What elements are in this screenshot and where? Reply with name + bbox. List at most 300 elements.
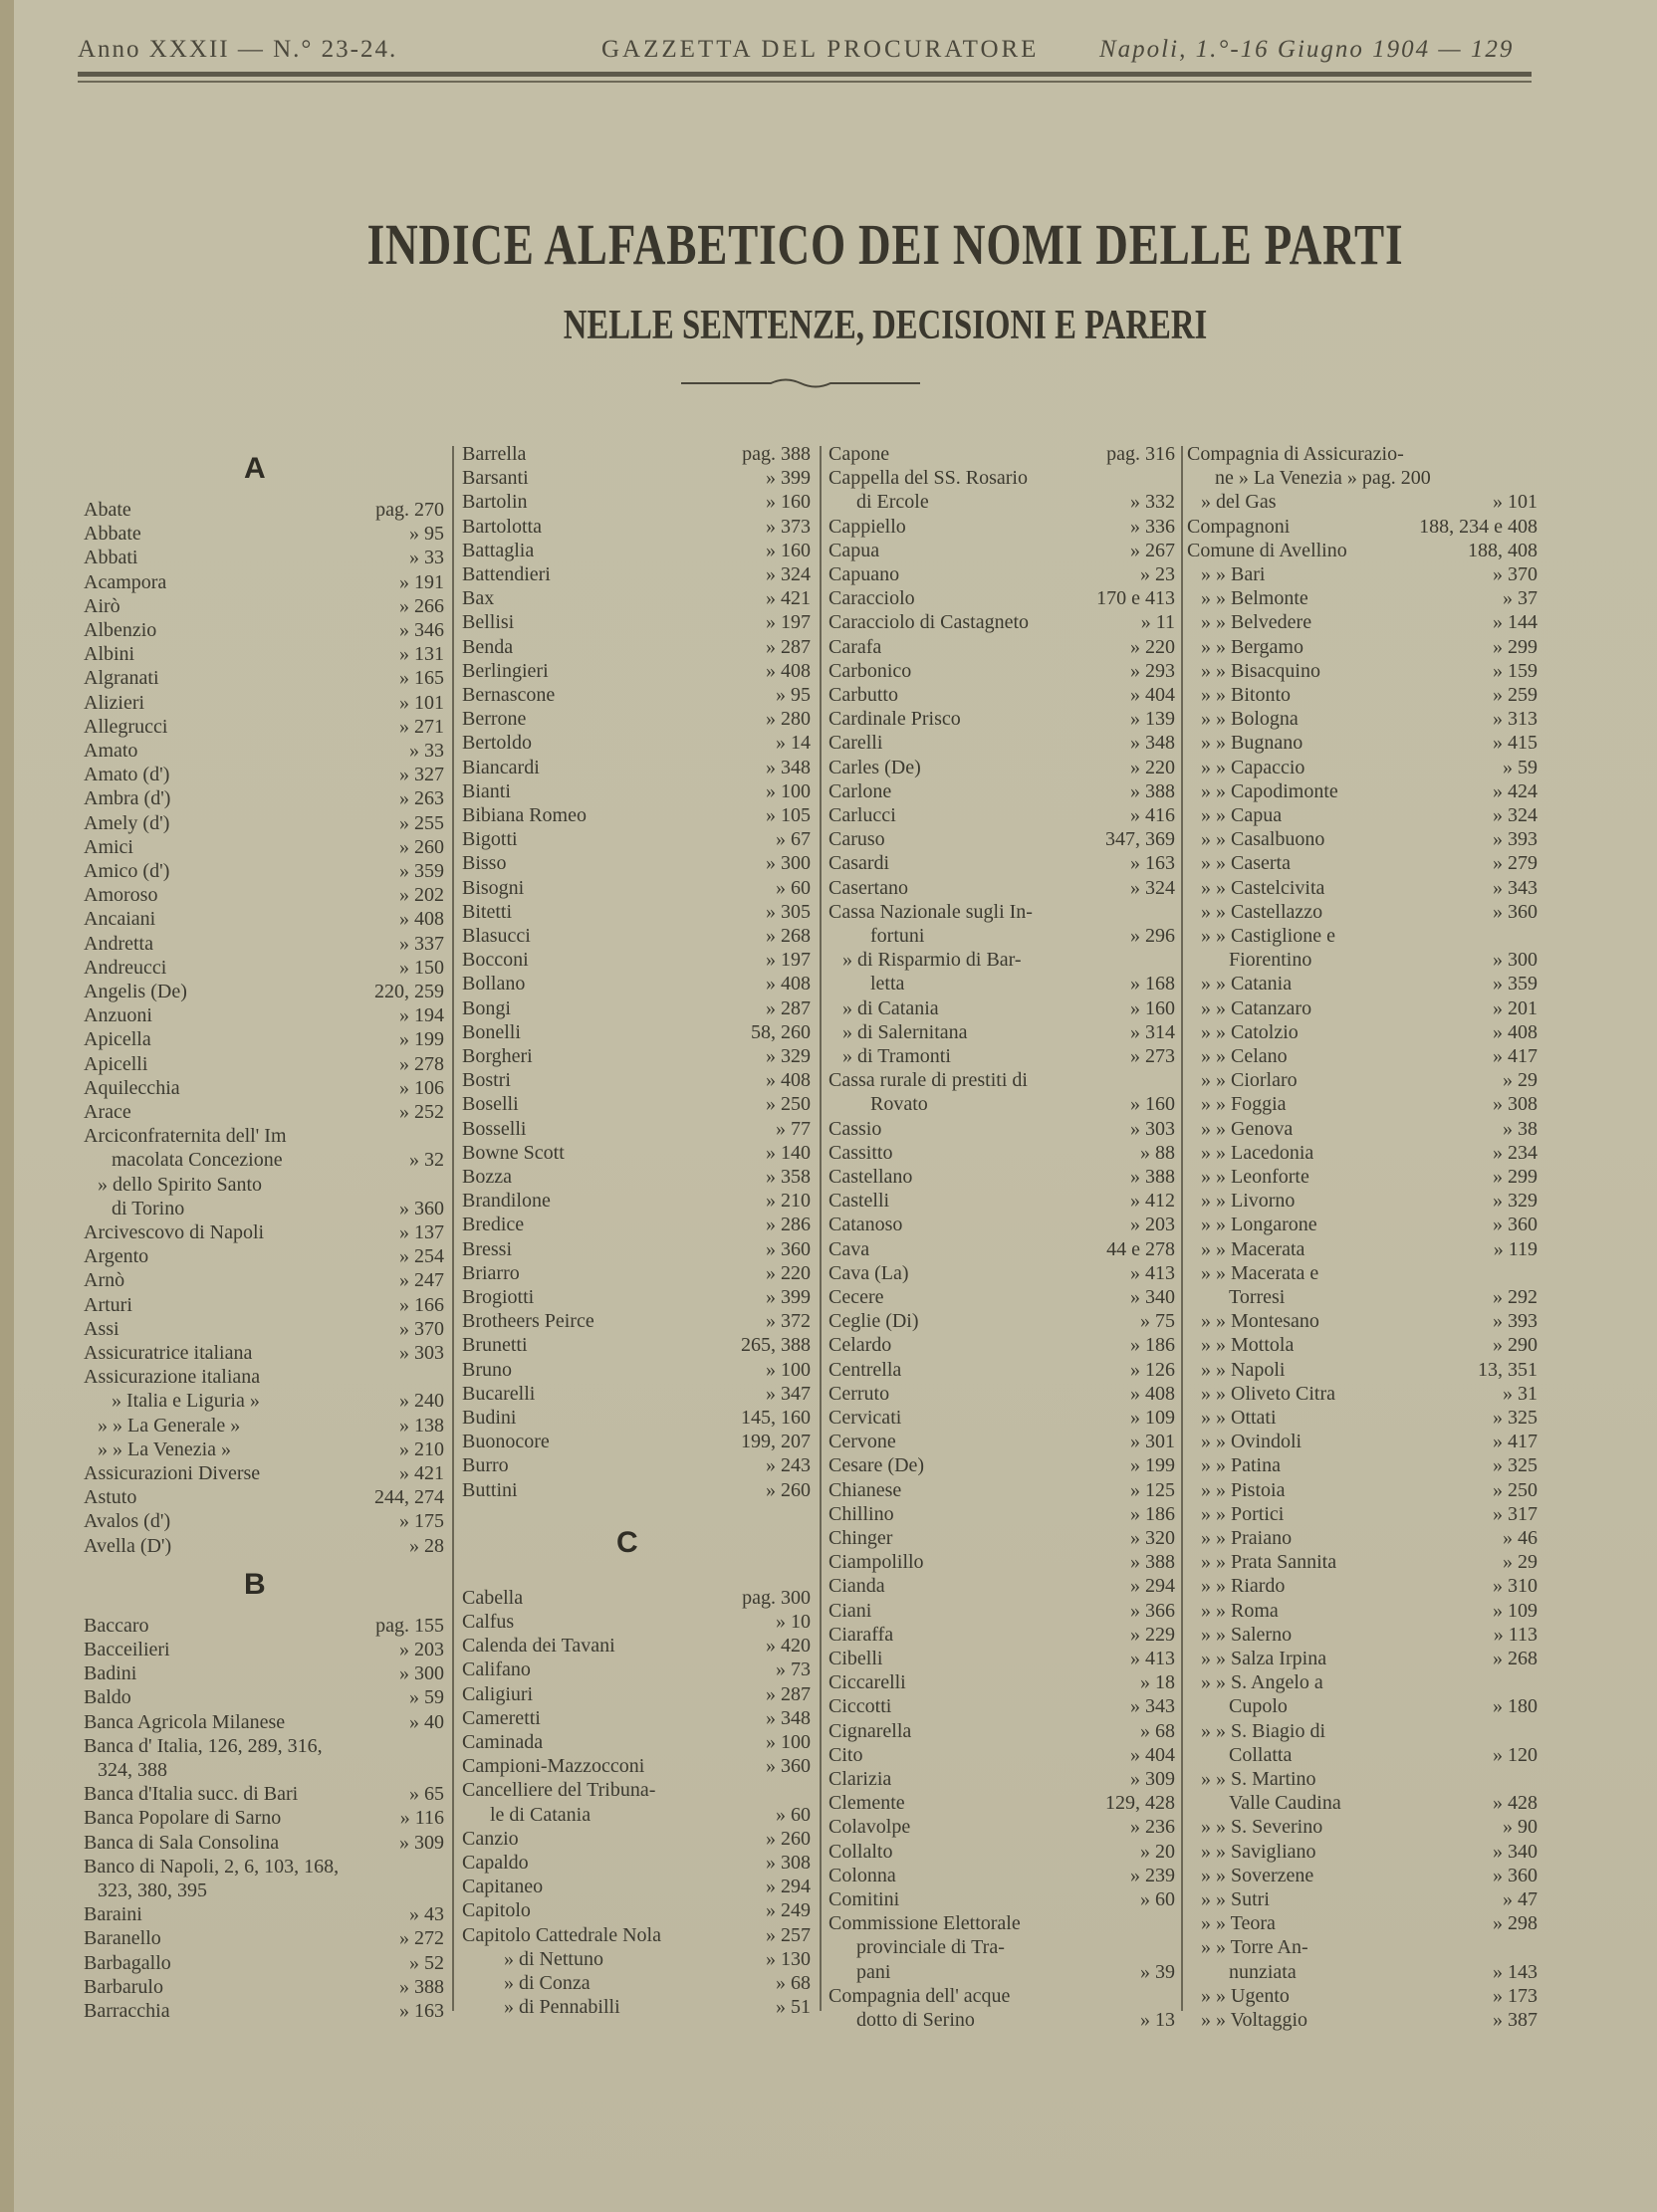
- party-name: Cianda: [828, 1575, 885, 1598]
- index-entry: [828, 1430, 1175, 1453]
- index-entry: [1187, 803, 1538, 827]
- page-reference: » 301: [1130, 1431, 1175, 1453]
- page-reference: » 29: [1503, 1069, 1538, 1092]
- party-name: Borgheri: [462, 1045, 533, 1067]
- index-entry: [84, 1220, 444, 1244]
- party-name: Bertoldo: [462, 732, 532, 755]
- column-divider-2: [820, 446, 822, 2011]
- index-entry: [462, 972, 811, 995]
- index-entry: [1187, 1068, 1538, 1092]
- index-entry: [828, 1309, 1175, 1333]
- party-name: provinciale di Tra-: [856, 1936, 1005, 1959]
- party-name: Biancardi: [462, 756, 540, 778]
- party-name: ne » La Venezia » pag. 200: [1215, 467, 1431, 490]
- party-name: 324, 388: [98, 1759, 167, 1781]
- index-entry: [828, 876, 1175, 900]
- index-entry: [828, 1092, 1175, 1116]
- party-name: » » Castellazzo: [1201, 900, 1323, 923]
- index-entry: [1187, 1767, 1538, 1791]
- index-entry: [462, 948, 811, 972]
- index-entry: [1187, 756, 1538, 779]
- page-reference: » 393: [1493, 828, 1538, 851]
- page-reference: » 180: [1493, 1695, 1538, 1718]
- page-reference: 265, 388: [741, 1334, 811, 1357]
- index-entry: [462, 1237, 811, 1261]
- party-name: Carlucci: [828, 804, 896, 826]
- party-name: Abbati: [84, 547, 138, 569]
- party-name: Catanoso: [828, 1214, 903, 1236]
- index-entry: [828, 1911, 1175, 1935]
- party-name: Bollano: [462, 973, 526, 995]
- party-name: Banca d'Italia succ. di Bari: [84, 1783, 299, 1806]
- page-reference: » 60: [776, 1803, 811, 1826]
- index-entry: [828, 1526, 1175, 1550]
- party-name: Allegrucci: [84, 715, 168, 738]
- party-name: Badini: [84, 1662, 137, 1685]
- header-rule: [78, 72, 1532, 77]
- page-reference: » 393: [1493, 1310, 1538, 1333]
- party-name: Andreucci: [84, 956, 167, 979]
- index-entry: [828, 803, 1175, 827]
- party-name: » » Livorno: [1201, 1190, 1296, 1213]
- index-entry: [828, 1453, 1175, 1477]
- party-name: Bredice: [462, 1214, 525, 1236]
- party-name: Bernascone: [462, 684, 556, 706]
- party-name: Fiorentino: [1229, 949, 1312, 972]
- index-entry: [462, 1706, 811, 1730]
- party-name: Aquilecchia: [84, 1076, 180, 1099]
- index-entry: [1187, 466, 1538, 490]
- index-entry: [84, 546, 444, 569]
- index-entry: [1187, 1670, 1538, 1694]
- index-entry: [84, 956, 444, 980]
- page-reference: » 75: [1140, 1310, 1175, 1333]
- party-name: Torresi: [1229, 1286, 1286, 1308]
- page-reference: » 279: [1493, 852, 1538, 875]
- page-reference: » 255: [399, 811, 444, 834]
- party-name: Bongi: [462, 996, 511, 1019]
- party-name: Carles (De): [828, 756, 921, 778]
- party-name: Cabella: [462, 1586, 524, 1609]
- party-name: » Italia e Liguria »: [112, 1390, 260, 1413]
- party-name: Caracciolo: [828, 587, 915, 610]
- party-name: » » Castiglione e: [1201, 925, 1335, 947]
- index-entry: [1187, 1141, 1538, 1165]
- page-reference: » 348: [766, 756, 811, 778]
- page-reference: » 399: [766, 1286, 811, 1308]
- index-entry: [828, 731, 1175, 755]
- page-reference: » 165: [399, 667, 444, 690]
- index-entry: [828, 1237, 1175, 1261]
- party-name: Bax: [462, 587, 495, 610]
- index-entry: [1187, 1213, 1538, 1236]
- index-entry: [1187, 635, 1538, 659]
- page-reference: pag. 270: [375, 499, 444, 521]
- party-name: » » Savigliano: [1201, 1840, 1316, 1863]
- party-name: Bitetti: [462, 900, 512, 923]
- index-entry: [828, 1406, 1175, 1430]
- party-name: » » Belvedere: [1201, 611, 1312, 634]
- party-name: Brunetti: [462, 1334, 528, 1357]
- page-reference: » 160: [1130, 1093, 1175, 1116]
- party-name: Barbagallo: [84, 1951, 171, 1974]
- page-reference: » 203: [399, 1639, 444, 1660]
- party-name: Ancaiani: [84, 908, 156, 931]
- party-name: Carbonico: [828, 659, 912, 682]
- party-name: Cerruto: [828, 1382, 890, 1405]
- index-entry: [84, 570, 444, 594]
- index-entry: [828, 756, 1175, 779]
- index-entry: [828, 1285, 1175, 1309]
- index-entry: [828, 1719, 1175, 1743]
- page-reference: » 428: [1493, 1792, 1538, 1815]
- index-entry: [462, 876, 811, 900]
- page-reference: » 191: [399, 570, 444, 593]
- index-entry: [462, 1453, 811, 1477]
- index-entry: [84, 1003, 444, 1027]
- party-name: Bibiana Romeo: [462, 804, 587, 826]
- page-reference: » 160: [766, 491, 811, 514]
- party-name: Bruno: [462, 1358, 512, 1381]
- header-journal: GAZZETTA DEL PROCURATORE: [601, 36, 1040, 63]
- index-entry: [1187, 1285, 1538, 1309]
- index-entry: [1187, 1092, 1538, 1116]
- index-entry: [462, 1044, 811, 1068]
- page-reference: » 292: [1493, 1286, 1538, 1308]
- page-reference: » 60: [1140, 1888, 1175, 1910]
- page-reference: » 329: [766, 1045, 811, 1067]
- index-entry: [462, 1117, 811, 1141]
- party-name: Baldo: [84, 1686, 131, 1709]
- index-entry: [462, 442, 811, 466]
- page-reference: » 408: [766, 973, 811, 995]
- page-reference: pag. 300: [742, 1586, 811, 1609]
- page-reference: » 408: [766, 659, 811, 682]
- page-reference: » 337: [399, 932, 444, 955]
- party-name: » » Capaccio: [1201, 756, 1305, 778]
- index-entry: [828, 659, 1175, 683]
- party-name: Amici: [84, 835, 133, 858]
- page-reference: » 67: [776, 828, 811, 851]
- index-entry: [462, 756, 811, 779]
- page-reference: » 308: [1493, 1093, 1538, 1116]
- party-name: Caminada: [462, 1731, 544, 1753]
- page-reference: pag. 388: [742, 443, 811, 465]
- index-entry: [828, 1117, 1175, 1141]
- index-entry: [828, 562, 1175, 586]
- party-name: dotto di Serino: [856, 2009, 975, 2031]
- page-reference: » 329: [1493, 1190, 1538, 1213]
- party-name: » di Conza: [504, 1972, 591, 1994]
- index-entry: [462, 659, 811, 683]
- index-entry: [462, 1803, 811, 1827]
- index-entry: [84, 594, 444, 618]
- page-reference: » 360: [1493, 1864, 1538, 1886]
- party-name: » » Catanzaro: [1201, 996, 1312, 1019]
- index-entry: [828, 1694, 1175, 1718]
- index-entry: [462, 851, 811, 875]
- index-entry: [828, 1840, 1175, 1864]
- party-name: Cassa Nazionale sugli In-: [828, 900, 1033, 923]
- index-entry: [828, 1044, 1175, 1068]
- index-entry: [462, 562, 811, 586]
- party-name: Cesare (De): [828, 1454, 925, 1477]
- page-reference: » 201: [1493, 996, 1538, 1019]
- index-entry: [462, 1092, 811, 1116]
- party-name: Casardi: [828, 852, 890, 875]
- index-entry: [828, 1333, 1175, 1357]
- party-name: Calenda dei Tavani: [462, 1635, 615, 1658]
- index-entry: [1187, 827, 1538, 851]
- index-entry: [462, 1430, 811, 1453]
- party-name: Centrella: [828, 1358, 902, 1381]
- index-entry: [462, 1634, 811, 1658]
- index-entry: [462, 1658, 811, 1681]
- index-entry: [462, 1141, 811, 1165]
- index-entry: [84, 739, 444, 763]
- page-edge: [0, 0, 14, 2212]
- party-name: Bacceilieri: [84, 1639, 170, 1660]
- page-reference: » 424: [1493, 779, 1538, 802]
- page-reference: » 47: [1503, 1888, 1538, 1910]
- index-entry: [84, 1879, 444, 1902]
- party-name: Chianese: [828, 1478, 902, 1501]
- page-reference: » 95: [776, 684, 811, 706]
- column-divider-3: [1181, 446, 1183, 2011]
- party-name: Amico (d'): [84, 860, 170, 882]
- index-entry: [84, 1365, 444, 1389]
- party-name: letta: [870, 973, 905, 995]
- section-letter: C: [616, 1525, 638, 1559]
- party-name: le di Catania: [490, 1803, 592, 1826]
- party-name: Bianti: [462, 779, 511, 802]
- page-reference: » 210: [399, 1438, 444, 1460]
- party-name: Capone: [828, 443, 890, 465]
- index-entry: [1187, 1333, 1538, 1357]
- page-reference: » 268: [766, 925, 811, 947]
- party-name: Capitolo Cattedrale Nola: [462, 1923, 661, 1946]
- index-entry: [1187, 876, 1538, 900]
- index-entry: [462, 1068, 811, 1092]
- party-name: Castellano: [828, 1166, 913, 1188]
- party-name: Colavolpe: [828, 1816, 911, 1839]
- page-reference: » 309: [1130, 1768, 1175, 1790]
- party-name: Banca Agricola Milanese: [84, 1710, 286, 1733]
- index-entry: [1187, 731, 1538, 755]
- index-entry: [1187, 779, 1538, 803]
- index-entry: [828, 779, 1175, 803]
- index-entry: [828, 1189, 1175, 1213]
- index-entry: [462, 490, 811, 514]
- column-divider-1: [452, 446, 454, 2011]
- party-name: » » Macerata: [1201, 1237, 1305, 1260]
- page-reference: » 413: [1130, 1648, 1175, 1669]
- party-name: pani: [856, 1960, 891, 1983]
- page-reference: 244, 274: [374, 1486, 444, 1509]
- party-name: Cervicati: [828, 1407, 902, 1429]
- party-name: Comune di Avellino: [1187, 539, 1347, 561]
- party-name: » » Mottola: [1201, 1334, 1295, 1357]
- page-reference: » 126: [1130, 1358, 1175, 1381]
- index-entry: [828, 515, 1175, 539]
- index-entry: [84, 1614, 444, 1638]
- page-reference: » 404: [1130, 684, 1175, 706]
- index-entry: [828, 948, 1175, 972]
- page-reference: » 160: [766, 539, 811, 561]
- page-reference: » 23: [1140, 563, 1175, 585]
- page-reference: » 273: [1130, 1045, 1175, 1067]
- index-entry: [84, 932, 444, 956]
- index-entry: [462, 1358, 811, 1382]
- party-name: Bucarelli: [462, 1382, 536, 1405]
- page-reference: » 220: [1130, 635, 1175, 658]
- page-reference: » 348: [1130, 732, 1175, 755]
- index-entry: [462, 1020, 811, 1044]
- page-reference: 347, 369: [1105, 828, 1175, 851]
- party-name: Barracchia: [84, 2000, 170, 2022]
- page-reference: » 243: [766, 1454, 811, 1477]
- index-entry: [462, 1778, 811, 1802]
- index-entry: [462, 1285, 811, 1309]
- index-entry: [84, 1341, 444, 1365]
- party-name: Buttini: [462, 1478, 518, 1501]
- page-reference: » 359: [1493, 973, 1538, 995]
- party-name: Capaldo: [462, 1852, 529, 1874]
- party-name: » » S. Martino: [1201, 1768, 1316, 1790]
- party-name: Cappiello: [828, 515, 906, 538]
- index-entry: [1187, 1647, 1538, 1670]
- page-reference: » 239: [1130, 1864, 1175, 1886]
- party-name: » » Bergamo: [1201, 635, 1303, 658]
- party-name: » » Caserta: [1201, 852, 1291, 875]
- index-entry: [1187, 1526, 1538, 1550]
- party-name: Albini: [84, 643, 135, 666]
- index-entry: [84, 1734, 444, 1758]
- page-reference: » 37: [1503, 587, 1538, 610]
- party-name: Ciaraffa: [828, 1623, 894, 1646]
- page-reference: 13, 351: [1478, 1358, 1538, 1381]
- page-reference: » 336: [1130, 515, 1175, 538]
- page-reference: » 324: [1493, 804, 1538, 826]
- index-entry: [84, 883, 444, 907]
- page-reference: 58, 260: [751, 1020, 811, 1043]
- index-entry: [828, 2008, 1175, 2032]
- index-entry: [1187, 1309, 1538, 1333]
- page-reference: » 416: [1130, 804, 1175, 826]
- party-name: Barsanti: [462, 467, 529, 490]
- header-date-page: Napoli, 1.°-16 Giugno 1904 — 129: [1099, 36, 1515, 63]
- party-name: Califano: [462, 1659, 531, 1681]
- page-reference: » 197: [766, 611, 811, 634]
- index-entry: [1187, 1189, 1538, 1213]
- page-reference: » 139: [1130, 708, 1175, 731]
- page-subtitle: NELLE SENTENZE, DECISIONI E PARERI: [563, 303, 1208, 348]
- party-name: » di Risparmio di Bar-: [842, 949, 1022, 972]
- party-name: Chinger: [828, 1527, 893, 1549]
- index-entry: [462, 1995, 811, 2019]
- party-name: Algranati: [84, 667, 159, 690]
- index-entry: [84, 1244, 444, 1268]
- index-entry: [1187, 1935, 1538, 1959]
- index-entry: [828, 1984, 1175, 2008]
- page-reference: » 119: [1493, 1237, 1538, 1260]
- index-entry: [1187, 707, 1538, 731]
- page-reference: » 324: [1130, 876, 1175, 899]
- index-entry: [828, 683, 1175, 707]
- party-name: » di Pennabilli: [504, 1996, 620, 2019]
- page-reference: » 388: [399, 1975, 444, 1998]
- index-entry: [1187, 1382, 1538, 1406]
- party-name: Cito: [828, 1743, 863, 1766]
- index-entry: [1187, 610, 1538, 634]
- page-reference: » 46: [1503, 1527, 1538, 1549]
- index-entry: [828, 827, 1175, 851]
- index-entry: [1187, 1887, 1538, 1911]
- index-entry: [462, 900, 811, 924]
- index-entry: [84, 1148, 444, 1172]
- section-letter: B: [244, 1567, 266, 1601]
- index-entry: [462, 1898, 811, 1922]
- party-name: Cancelliere del Tribuna-: [462, 1779, 656, 1802]
- index-entry: [828, 1935, 1175, 1959]
- party-name: Ciccarelli: [828, 1671, 906, 1694]
- page-reference: » 33: [409, 740, 444, 762]
- page-reference: » 29: [1503, 1551, 1538, 1574]
- party-name: Carafa: [828, 635, 882, 658]
- page-reference: » 299: [1493, 635, 1538, 658]
- index-entry: [462, 1875, 811, 1898]
- page-reference: » 59: [409, 1686, 444, 1709]
- page-reference: » 186: [1130, 1334, 1175, 1357]
- party-name: Brogiotti: [462, 1286, 535, 1308]
- page-reference: » 421: [766, 587, 811, 610]
- page-reference: » 140: [766, 1141, 811, 1164]
- index-entry: [462, 707, 811, 731]
- index-entry: [1187, 442, 1538, 466]
- party-name: Bozza: [462, 1166, 512, 1188]
- party-name: Cervone: [828, 1431, 896, 1453]
- index-entry: [462, 515, 811, 539]
- party-name: Cassio: [828, 1117, 882, 1140]
- page-reference: » 408: [399, 908, 444, 931]
- party-name: Bressi: [462, 1237, 512, 1260]
- party-name: » » Riardo: [1201, 1575, 1286, 1598]
- page-reference: » 100: [766, 779, 811, 802]
- index-entry: [462, 586, 811, 610]
- page-reference: » 327: [399, 764, 444, 786]
- index-entry: [1187, 1117, 1538, 1141]
- index-entry: [828, 1574, 1175, 1598]
- page-reference: » 259: [1493, 684, 1538, 706]
- party-name: Acampora: [84, 570, 167, 593]
- page-reference: » 109: [1493, 1599, 1538, 1622]
- party-name: Colonna: [828, 1864, 896, 1886]
- index-entry: [828, 1020, 1175, 1044]
- page-reference: » 299: [1493, 1166, 1538, 1188]
- page-reference: » 143: [1493, 1960, 1538, 1983]
- page-reference: » 28: [409, 1534, 444, 1557]
- index-entry: [462, 610, 811, 634]
- page-reference: » 294: [766, 1876, 811, 1898]
- party-name: » » Ottati: [1201, 1407, 1277, 1429]
- index-entry: [84, 1685, 444, 1709]
- page-reference: » 59: [1503, 756, 1538, 778]
- party-name: Bowne Scott: [462, 1141, 565, 1164]
- index-entry: [1187, 539, 1538, 562]
- page-reference: » 131: [399, 643, 444, 666]
- page-reference: » 120: [1493, 1743, 1538, 1766]
- party-name: Cardinale Prisco: [828, 708, 961, 731]
